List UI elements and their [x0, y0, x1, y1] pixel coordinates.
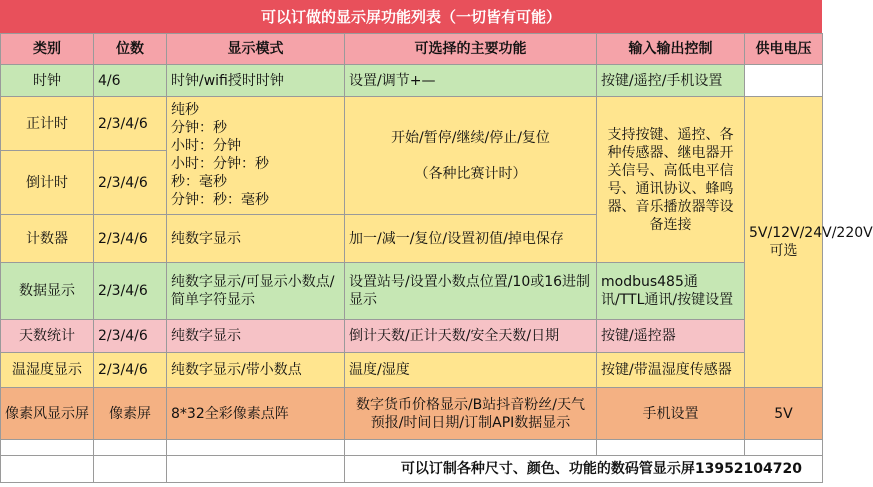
cell-display-mode: 纯数字显示 [167, 215, 345, 263]
cell-io-control: modbus485通讯/TTL通讯/按键设置 [597, 263, 745, 320]
cell-voltage: 5V [745, 388, 823, 440]
cell-digits: 像素屏 [94, 388, 167, 440]
features-timer-line1: 开始/暂停/继续/停止/复位 [391, 129, 550, 146]
table-row-footer [1, 456, 823, 483]
cell-category: 计数器 [1, 215, 94, 263]
cell-features: 温度/湿度 [345, 353, 597, 388]
cell-category: 数据显示 [1, 263, 94, 320]
cell-features: 设置站号/设置小数点位置/10或16进制显示 [345, 263, 597, 320]
cell-io-control-timer: 支持按键、遥控、各种传感器、继电器开关信号、高低电平信号、通讯协议、蜂鸣器、音乐播放器等设备连接 [597, 97, 745, 263]
cell-category: 倒计时 [1, 151, 94, 215]
cell-display-mode: 8*32全彩像素点阵 [167, 388, 345, 440]
cell-digits: 2/3/4/6 [94, 263, 167, 320]
cell-io-control: 按键/带温湿度传感器 [597, 353, 745, 388]
table-row-count-up [1, 97, 823, 151]
cell-voltage-shared: 5V/12V/24V/220V可选 [745, 97, 823, 388]
cell-display-mode: 纯数字显示/可显示小数点/简单字符显示 [167, 263, 345, 320]
cell-category: 温湿度显示 [1, 353, 94, 388]
cell-digits: 2/3/4/6 [94, 215, 167, 263]
cell-category: 正计时 [1, 97, 94, 151]
cell-digits: 2/3/4/6 [94, 151, 167, 215]
cell-features: 倒计天数/正计天数/安全天数/日期 [345, 320, 597, 353]
header-row [1, 34, 823, 65]
cell-display-mode: 时钟/wifi授时时钟 [167, 65, 345, 97]
header-voltage: 供电电压 [745, 34, 823, 65]
table-row-clock [1, 65, 823, 97]
cell-digits: 2/3/4/6 [94, 353, 167, 388]
cell-category: 时钟 [1, 65, 94, 97]
cell-features-timer [345, 97, 597, 215]
features-timer-line2: （各种比赛计时） [414, 165, 527, 182]
table-row-pixel [1, 388, 823, 440]
cell-voltage-top [745, 65, 823, 97]
cell-category: 天数统计 [1, 320, 94, 353]
feature-table [0, 33, 873, 483]
cell-category: 像素风显示屏 [1, 388, 94, 440]
header-display-mode: 显示模式 [167, 34, 345, 65]
cell-digits: 4/6 [94, 65, 167, 97]
header-category: 类别 [1, 34, 94, 65]
cell-display-mode-timer: 纯秒 分钟：秒 小时：分钟 小时：分钟：秒 秒：毫秒 分钟：秒：毫秒 [167, 97, 345, 215]
footer-note: 可以订制各种尺寸、颜色、功能的数码管显示屏13952104720 [345, 456, 823, 483]
table-title: 可以订做的显示屏功能列表（一切皆有可能） [0, 0, 822, 33]
table-row-temp-humidity [1, 353, 823, 388]
cell-features: 数字货币价格显示/B站抖音粉丝/天气预报/时间日期/订制API数据显示 [345, 388, 597, 440]
cell-features: 设置/调节+— [345, 65, 597, 97]
cell-features: 加一/减一/复位/设置初值/掉电保存 [345, 215, 597, 263]
cell-io-control: 手机设置 [597, 388, 745, 440]
cell-digits: 2/3/4/6 [94, 97, 167, 151]
cell-io-control: 按键/遥控器 [597, 320, 745, 353]
cell-display-mode: 纯数字显示/带小数点 [167, 353, 345, 388]
header-io-control: 输入输出控制 [597, 34, 745, 65]
header-features: 可选择的主要功能 [345, 34, 597, 65]
header-digits: 位数 [94, 34, 167, 65]
cell-display-mode: 纯数字显示 [167, 320, 345, 353]
cell-io-control: 按键/遥控/手机设置 [597, 65, 745, 97]
table-row-day-count [1, 320, 823, 353]
table-row-blank [1, 440, 823, 456]
cell-digits: 2/3/4/6 [94, 320, 167, 353]
table-row-data-display [1, 263, 823, 320]
